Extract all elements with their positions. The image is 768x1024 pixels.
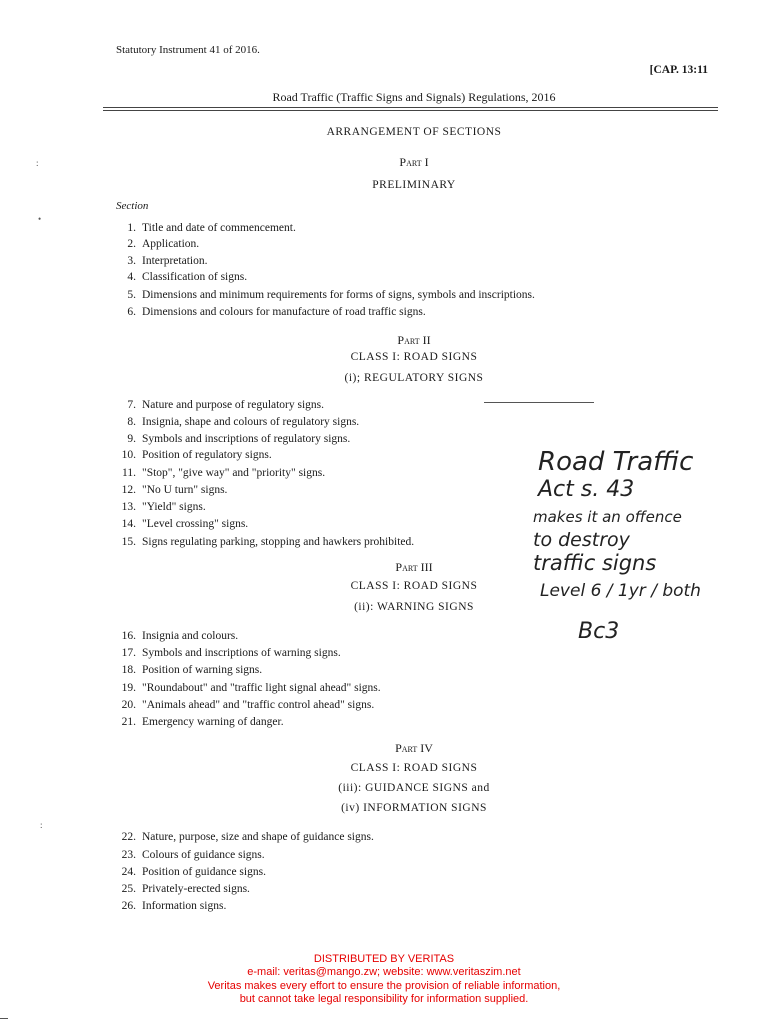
- handwritten-line: Road Traffic: [538, 447, 694, 477]
- scan-mark: •: [38, 214, 42, 224]
- list-item: 12. "No U turn" signs.: [121, 484, 228, 496]
- part-3-subtitle: (ii): WARNING SIGNS: [354, 601, 474, 613]
- part-2-title: CLASS I: ROAD SIGNS: [350, 351, 478, 363]
- part-4-subtitle-1: (iii): GUIDANCE SIGNS and: [338, 782, 490, 794]
- scan-mark: :: [40, 820, 43, 830]
- arrangement-title: ARRANGEMENT OF SECTIONS: [326, 126, 502, 138]
- handwritten-line: Bc3: [578, 619, 620, 644]
- list-item: 3. Interpretation.: [127, 255, 208, 267]
- list-item: 7. Nature and purpose of regulatory signs.: [127, 399, 325, 411]
- part-4-heading: Part IV: [395, 741, 433, 755]
- list-item: 14. "Level crossing" signs.: [121, 518, 249, 530]
- list-item: 23. Colours of guidance signs.: [121, 849, 265, 861]
- scan-mark: :: [36, 158, 39, 168]
- list-item: 24. Position of guidance signs.: [121, 866, 266, 878]
- list-item: 15. Signs regulating parking, stopping and hawkers prohibited.: [121, 536, 415, 548]
- list-item: 25. Privately-erected signs.: [121, 883, 250, 895]
- instrument-number: Statutory Instrument 41 of 2016.: [116, 44, 260, 56]
- handwritten-line: to destroy: [533, 529, 630, 551]
- regulations-title: Road Traffic (Traffic Signs and Signals) Regulations, 2016: [272, 90, 556, 104]
- list-item: 2. Application.: [127, 238, 200, 250]
- list-item: 13. "Yield" signs.: [121, 501, 206, 513]
- footer-disclaimer-2: but cannot take legal responsibility for information supplied.: [239, 993, 529, 1005]
- list-item: 17. Symbols and inscriptions of warning signs.: [121, 647, 341, 659]
- part-2-heading: Part II: [397, 333, 431, 347]
- list-item: 1. Title and date of commencement.: [127, 222, 296, 234]
- list-item: 16. Insignia and colours.: [121, 630, 239, 642]
- part-1-heading: Part I: [399, 155, 429, 169]
- handwritten-line: traffic signs: [533, 551, 657, 575]
- list-item: 10. Position of regulatory signs.: [121, 449, 272, 461]
- chapter-reference: [CAP. 13:11: [649, 64, 708, 76]
- list-item: 6. Dimensions and colours for manufacture of road traffic signs.: [127, 306, 426, 318]
- part-1-title: PRELIMINARY: [372, 179, 456, 191]
- handwritten-line: Act s. 43: [538, 477, 635, 502]
- list-item: 5. Dimensions and minimum requirements for forms of signs, symbols and inscriptions.: [127, 289, 535, 301]
- header-rule-top: [103, 107, 718, 108]
- footer-disclaimer-1: Veritas makes every effort to ensure the provision of reliable information,: [207, 980, 561, 992]
- handwritten-line: Level 6 / 1yr / both: [540, 581, 701, 601]
- list-item: 20. "Animals ahead" and "traffic control ahead" signs.: [121, 699, 375, 711]
- list-item: 19. "Roundabout" and "traffic light signal ahead" signs.: [121, 682, 381, 694]
- list-item: 8. Insignia, shape and colours of regulatory signs.: [127, 416, 360, 428]
- handwritten-annotation: [528, 438, 768, 648]
- part-4-title: CLASS I: ROAD SIGNS: [350, 762, 478, 774]
- part-3-title: CLASS I: ROAD SIGNS: [350, 580, 478, 592]
- scan-edge: [0, 1018, 8, 1019]
- list-item: 11. "Stop", "give way" and "priority" signs.: [122, 467, 326, 479]
- list-item: 26. Information signs.: [121, 900, 227, 912]
- list-item: 21. Emergency warning of danger.: [121, 716, 284, 728]
- list-item: 18. Position of warning signs.: [121, 664, 263, 676]
- handwritten-line: makes it an offence: [533, 508, 682, 526]
- list-item: 9. Symbols and inscriptions of regulatory signs.: [127, 433, 351, 445]
- pen-stroke: [484, 402, 594, 403]
- header-rule-bottom: [103, 110, 718, 111]
- section-label: Section: [116, 200, 149, 212]
- part-2-subtitle: (i); REGULATORY SIGNS: [344, 372, 484, 384]
- list-item: 22. Nature, purpose, size and shape of guidance signs.: [121, 831, 374, 843]
- part-3-heading: Part III: [395, 560, 433, 574]
- footer-contact: e-mail: veritas@mango.zw; website: www.veritaszim.net: [247, 966, 521, 978]
- part-4-subtitle-2: (iv) INFORMATION SIGNS: [341, 802, 487, 814]
- list-item: 4. Classification of signs.: [127, 271, 248, 283]
- footer-distributor: DISTRIBUTED BY VERITAS: [313, 953, 455, 965]
